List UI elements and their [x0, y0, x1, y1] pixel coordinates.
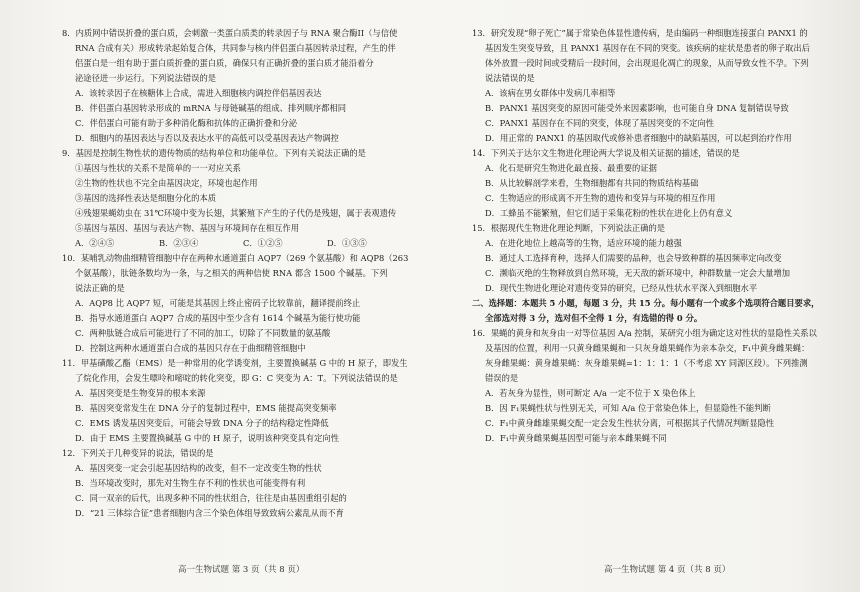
right-page-column: [472, 26, 819, 446]
question-10-stem: 说法正确的是: [75, 283, 125, 293]
question-11-stem: 11．甲基磺酸乙酯（EMS）是一种常用的化学诱变剂，主要置换碱基 G 中的 H 原子，即发生: [62, 358, 408, 368]
question-12-option-d: D．“21 三体综合征”患者细胞内含三个染色体组导致致病公素乱从而不育: [75, 508, 344, 518]
question-13-stem: 基因发生突变导致，且 PANX1 基因存在不同的突变。该疾病的症状是患者的卵子取出后: [485, 43, 810, 53]
question-12-option-a: A．基因突变一定会引起基因结构的改变，但不一定改变生物的性状: [75, 463, 322, 473]
question-10-option-a: A．AQP8 比 AQP7 短，可能是其基因上终止密码子比较靠前，翻译提前终止: [75, 298, 361, 308]
question-16-stem: 及基因的位置，利用一只黄身雌果蝇和一只灰身雄果蝇作为亲本杂交，F₁中黄身雌果蝇：: [485, 343, 810, 353]
page-footer-right: 高一生物试题 第 4 页（共 8 页）: [604, 565, 731, 575]
question-12: [62, 446, 417, 521]
question-15-option-c: C．濒临灭绝的生物释放到自然环境，无天敌的新环境中，种群数量一定会大量增加: [485, 268, 791, 278]
question-15-stem: 15．根据现代生物进化理论判断，下列说法正确的是: [472, 223, 666, 233]
question-10: [62, 251, 417, 356]
question-11: [62, 356, 417, 446]
question-8-stem: RNA 合成有关）形成转录起始复合体，共同参与核内伴侣蛋白基因转录过程，产生的伴: [75, 43, 396, 53]
question-9-item: ⑤基因与基因、基因与表达产物、基因与环境间存在相互作用: [75, 223, 300, 233]
question-16-stem: 16．果蝇的黄身和灰身由一对等位基因 A/a 控制，某研究小组为确定这对性状的显隐性关系以: [472, 328, 817, 338]
question-13-option-d: D．用正常的 PANX1 的基因取代或修补患者细胞中的缺陷基因，可以起到治疗作用: [485, 133, 792, 143]
question-16-option-b: B．因 F₁果蝇性状与性别无关，可知 A/a 位于常染色体上，但显隐性不能判断: [485, 403, 771, 413]
question-9-option-a: A．②④⑤: [75, 238, 115, 248]
section-two-instructions: 二、选择题：本题共 5 小题，每题 3 分，共 15 分。每小题有一个或多个选项符合题目要求，: [472, 298, 819, 308]
question-8-option-d: D．细胞内的基因表达与否以及表达水平的高低可以受基因表达产物调控: [75, 133, 339, 143]
question-11-option-a: A．基因突变是生物变异的根本来源: [75, 388, 206, 398]
question-9-option-d: D．①③⑤: [327, 238, 367, 248]
question-8-option-c: C．伴侣蛋白可能有助于多种消化酶和抗体的正确折叠和分泌: [75, 118, 298, 128]
question-10-stem: 个氨基酸），肽链条数均为一条，与之相关的两种信使 RNA 都含 1500 个碱基。下列: [75, 268, 388, 278]
question-9-item: ④残翅果蝇幼虫在 31℃环境中变为长翅，其繁殖下产生的子代仍是残翅，属于表观遗传: [75, 208, 397, 218]
question-8: [62, 26, 417, 146]
question-13-option-b: B．PANX1 基因突变的原因可能受外来因素影响，也可能自身 DNA 复制错误导致: [485, 103, 789, 113]
question-14-option-c: C．生物适应的形成离不开生物的遗传和变异与环境的相互作用: [485, 193, 716, 203]
page-footer-left: 高一生物试题 第 3 页（共 8 页）: [178, 565, 305, 575]
question-13-option-a: A．该病在男女群体中发病几率相等: [485, 88, 616, 98]
question-11-stem: 了烷化作用，会发生嘌呤和嘧啶的转化突变，即 G：C 突变为 A：T。下列说法错误的是: [75, 373, 398, 383]
question-8-stem: 侣蛋白是一组有助于蛋白质折叠的蛋白质，确保只有正确折叠的蛋白质才能沿着分: [75, 58, 374, 68]
question-13-option-c: C．PANX1 基因存在不同的突变，体现了基因突变的不定向性: [485, 118, 715, 128]
question-12-option-c: C．同一双亲的后代，出现多种不同的性状组合，往往是由基因重组引起的: [75, 493, 347, 503]
question-9-item: ②生物的性状也不完全由基因决定，环境也起作用: [75, 178, 258, 188]
question-16: [472, 326, 819, 446]
section-two-instructions: 全部选对得 3 分，选对但不全得 1 分，有选错的得 0 分。: [485, 313, 703, 323]
question-16-stem: 错误的是: [485, 373, 519, 383]
question-11-option-d: D．由于 EMS 主要置换碱基 G 中的 H 原子，说明该种突变具有定向性: [75, 433, 339, 443]
question-10-option-d: D．控制这两种水通道蛋白合成的基因只存在于曲细精管细胞中: [75, 343, 306, 353]
question-9-option-b: B．②③④: [159, 238, 199, 248]
question-13-stem: 体外放置一段时间或受精后一段时间，会出现退化凋亡的现象，从而导致女性不孕。下列: [485, 58, 809, 68]
question-16-option-c: C．F₁中黄身雌雄果蝇交配一定会发生性状分离，可根据其子代情况判断显隐性: [485, 418, 775, 428]
left-page-column: [62, 26, 417, 521]
question-13-stem: 说法错误的是: [485, 73, 535, 83]
question-11-option-b: B．基因突变常发生在 DNA 分子的复制过程中，EMS 能提高突变频率: [75, 403, 337, 413]
question-10-option-c: C．两种肽链合成后可能进行了不同的加工，切除了不同数量的氨基酸: [75, 328, 331, 338]
question-8-option-a: A．该转录因子在核糖体上合成，需进入细胞核内调控伴侣基因表达: [75, 88, 322, 98]
question-9-options: [62, 236, 417, 251]
question-9-item: ①基因与性状的关系不是简单的一一对应关系: [75, 163, 241, 173]
question-15-option-a: A．在进化地位上越高等的生物，适应环境的能力越强: [485, 238, 682, 248]
question-14-option-a: A．化石是研究生物进化最直接、最重要的证据: [485, 163, 657, 173]
question-9-option-c: C．①②⑤: [243, 238, 283, 248]
question-9: [62, 146, 417, 251]
question-14: [472, 146, 819, 221]
question-8-stem: 8．内质网中错误折叠的蛋白质，会刺激一类蛋白质类的转录因子与 RNA 聚合酶II（与信使: [62, 28, 398, 38]
question-14-stem: 14．下列关于达尔文生物进化理论两大学说及相关证据的描述，错误的是: [472, 148, 740, 158]
question-8-stem: 泌途径进一步运行。下列说法错误的是: [75, 73, 217, 83]
question-14-option-d: D．工蜂虽不能繁殖，但它们适于采集花粉的性状在进化上仍有意义: [485, 208, 733, 218]
question-15: [472, 221, 819, 296]
question-11-option-c: C．EMS 诱发基因突变后，可能会导致 DNA 分子的结构稳定性降低: [75, 418, 329, 428]
question-10-option-b: B．指导水通道蛋白 AQP7 合成的基因中至少含有 1614 个碱基为能行使功能: [75, 313, 361, 323]
question-14-option-b: B．从比较解剖学来看，生物细胞都有共同的物质结构基础: [485, 178, 699, 188]
question-10-stem: 10．某哺乳动物曲细精管细胞中存在两种水通道蛋白 AQP7（269 个氨基酸）和 AQP8（263: [62, 253, 409, 263]
question-12-stem: 12．下列关于几种变异的说法，错误的是: [62, 448, 214, 458]
question-13-stem: 13．研究发现“卵子死亡”属于常染色体显性遗传病，是由编码一种细胞连接蛋白 PANX1 的: [472, 28, 808, 38]
question-9-stem: 9．基因是控制生物性状的遗传物质的结构单位和功能单位。下列有关说法正确的是: [62, 148, 366, 158]
question-16-option-a: A．若灰身为显性，则可断定 A/a 一定不位于 X 染色体上: [485, 388, 696, 398]
question-9-item: ③基因的选择性表达是细胞分化的本质: [75, 193, 217, 203]
question-15-option-b: B．通过人工选择育种，选择人们需要的品种，也会导致种群的基因频率定向改变: [485, 253, 782, 263]
section-two-heading: [472, 296, 819, 326]
question-15-option-d: D．现代生物进化理论对遗传变异的研究，已经从性状水平深入到细胞水平: [485, 283, 758, 293]
question-16-stem: 灰身雌果蝇：黄身雄果蝇：灰身雄果蝇=1：1：1：1（不考虑 XY 同源区段）。下列推测: [485, 358, 808, 368]
question-16-option-d: D．F₁中黄身雌果蝇基因型可能与亲本雌果蝇不同: [485, 433, 667, 443]
question-12-option-b: B．当环境改变时，那先对生物生存不利的性状也可能变得有利: [75, 478, 306, 488]
question-13: [472, 26, 819, 146]
question-8-option-b: B．伴侣蛋白基因转录形成的 mRNA 与母链碱基的组成、排列顺序都相同: [75, 103, 347, 113]
